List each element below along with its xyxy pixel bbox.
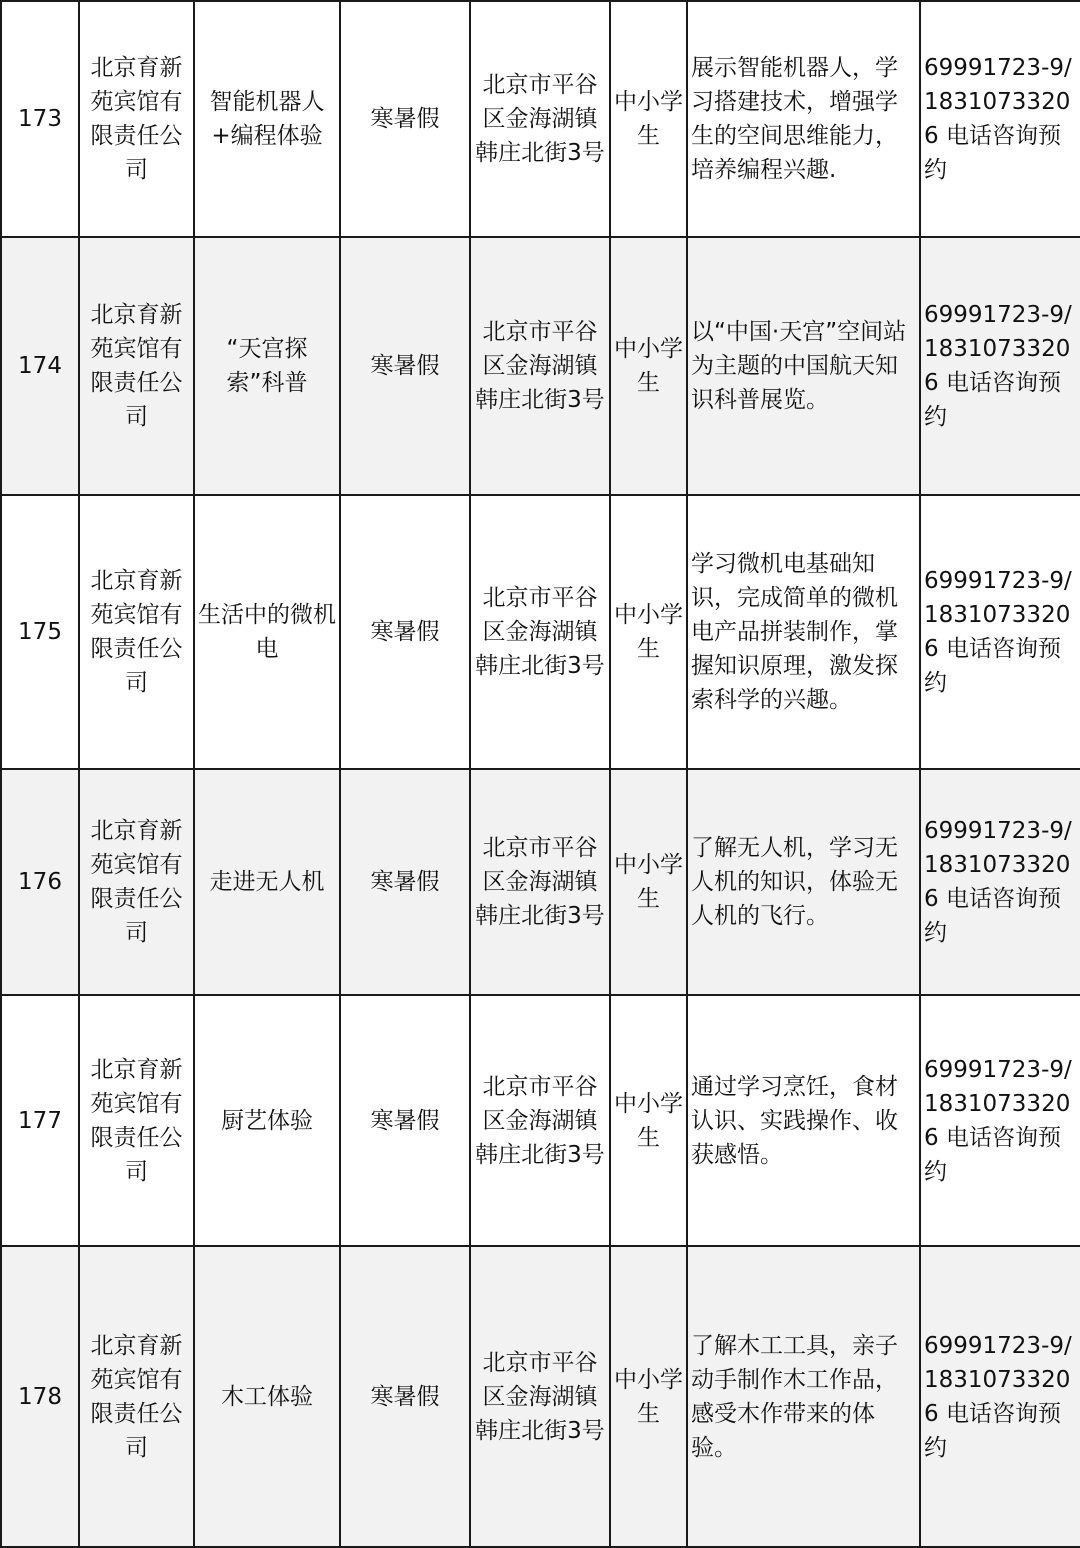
table-row (1, 995, 1080, 1246)
description-cell: 了解无人机，学习无人机的知识，体验无人机的飞行。 (687, 769, 920, 995)
row-number: 175 (1, 495, 79, 769)
row-number: 177 (1, 995, 79, 1246)
organization-cell: 北京育新苑宾馆有限责任公司 (79, 769, 194, 995)
table-row (1, 495, 1080, 769)
activity-time-cell: 寒暑假 (340, 1246, 470, 1547)
contact-cell: 69991723-9/18310733206 电话咨询预约 (920, 769, 1080, 995)
activity-time-cell: 寒暑假 (340, 769, 470, 995)
address-cell: 北京市平谷区金海湖镇韩庄北街3号 (470, 495, 610, 769)
activity-name-cell: 生活中的微机电 (194, 495, 340, 769)
activity-time-cell: 寒暑假 (340, 495, 470, 769)
table-row (1, 1246, 1080, 1547)
description-cell: 了解木工工具，亲子动手制作木工作品，感受木作带来的体验。 (687, 1246, 920, 1547)
activity-name-cell: 木工体验 (194, 1246, 340, 1547)
organization-cell: 北京育新苑宾馆有限责任公司 (79, 495, 194, 769)
address-cell: 北京市平谷区金海湖镇韩庄北街3号 (470, 995, 610, 1246)
row-number: 178 (1, 1246, 79, 1547)
target-audience-cell: 中小学生 (610, 237, 687, 495)
target-audience-cell: 中小学生 (610, 995, 687, 1246)
table-row (1, 769, 1080, 995)
target-audience-cell: 中小学生 (610, 1, 687, 237)
organization-cell: 北京育新苑宾馆有限责任公司 (79, 237, 194, 495)
description-cell: 以“中国·天宫”空间站为主题的中国航天知识科普展览。 (687, 237, 920, 495)
target-audience-cell: 中小学生 (610, 1246, 687, 1547)
address-cell: 北京市平谷区金海湖镇韩庄北街3号 (470, 1, 610, 237)
organization-cell: 北京育新苑宾馆有限责任公司 (79, 1, 194, 237)
table-row (1, 1, 1080, 237)
row-number: 174 (1, 237, 79, 495)
row-number: 176 (1, 769, 79, 995)
organization-cell: 北京育新苑宾馆有限责任公司 (79, 995, 194, 1246)
activity-name-cell: 智能机器人+编程体验 (194, 1, 340, 237)
row-number: 173 (1, 1, 79, 237)
activity-time-cell: 寒暑假 (340, 995, 470, 1246)
activity-name-cell: 走进无人机 (194, 769, 340, 995)
contact-cell: 69991723-9/18310733206 电话咨询预约 (920, 495, 1080, 769)
contact-cell: 69991723-9/18310733206 电话咨询预约 (920, 1, 1080, 237)
activity-name-cell: 厨艺体验 (194, 995, 340, 1246)
contact-cell: 69991723-9/18310733206 电话咨询预约 (920, 237, 1080, 495)
description-cell: 通过学习烹饪，食材认识、实践操作、收获感悟。 (687, 995, 920, 1246)
organization-cell: 北京育新苑宾馆有限责任公司 (79, 1246, 194, 1547)
table-row (1, 237, 1080, 495)
description-cell: 学习微机电基础知识，完成简单的微机电产品拼装制作，掌握知识原理，激发探索科学的兴趣。 (687, 495, 920, 769)
activity-time-cell: 寒暑假 (340, 237, 470, 495)
activity-name-cell: “天宫探索”科普 (194, 237, 340, 495)
address-cell: 北京市平谷区金海湖镇韩庄北街3号 (470, 237, 610, 495)
target-audience-cell: 中小学生 (610, 769, 687, 995)
contact-cell: 69991723-9/18310733206 电话咨询预约 (920, 1246, 1080, 1547)
address-cell: 北京市平谷区金海湖镇韩庄北街3号 (470, 1246, 610, 1547)
target-audience-cell: 中小学生 (610, 495, 687, 769)
contact-cell: 69991723-9/18310733206 电话咨询预约 (920, 995, 1080, 1246)
activity-time-cell: 寒暑假 (340, 1, 470, 237)
address-cell: 北京市平谷区金海湖镇韩庄北街3号 (470, 769, 610, 995)
description-cell: 展示智能机器人，学习搭建技术，增强学生的空间思维能力，培养编程兴趣. (687, 1, 920, 237)
